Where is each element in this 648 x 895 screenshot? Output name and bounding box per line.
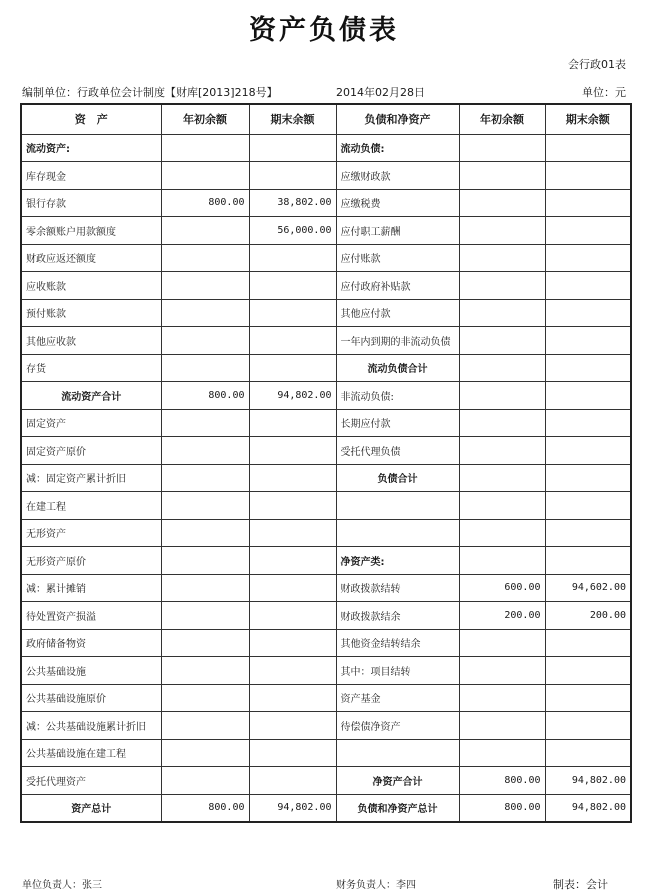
liability-opening-cell [459, 519, 545, 547]
liability-closing-cell [545, 492, 631, 520]
liability-closing-cell [545, 464, 631, 492]
liability-item-cell: 净资产类: [336, 547, 459, 575]
asset-opening-cell [161, 162, 249, 190]
table-row [21, 519, 631, 547]
liability-item-cell: 负债合计 [336, 464, 459, 492]
liability-closing-cell [545, 299, 631, 327]
liability-opening-cell [459, 739, 545, 767]
prepared-by: 制表：会计 [553, 878, 608, 891]
asset-item-cell: 公共基础设施原价 [21, 684, 161, 712]
asset-opening-cell [161, 437, 249, 465]
asset-closing-cell [249, 409, 336, 437]
asset-item-cell: 流动资产: [21, 134, 161, 162]
liability-closing-cell [545, 162, 631, 190]
liability-item-cell: 净资产合计 [336, 767, 459, 795]
liability-item-cell: 一年内到期的非流动负债 [336, 327, 459, 355]
reporting-entity: 编制单位：行政单位会计制度【财库[2013]218号】 [22, 86, 278, 99]
asset-item-cell: 零余额账户用款额度 [21, 217, 161, 245]
asset-opening-cell [161, 327, 249, 355]
asset-item-cell: 在建工程 [21, 492, 161, 520]
asset-item-cell: 减：公共基础设施累计折旧 [21, 712, 161, 740]
asset-closing-cell [249, 767, 336, 795]
liability-closing-cell [545, 382, 631, 410]
asset-item-cell: 政府储备物资 [21, 629, 161, 657]
asset-item-cell: 固定资产原价 [21, 437, 161, 465]
liability-item-cell: 待偿债净资产 [336, 712, 459, 740]
table-row [21, 629, 631, 657]
liability-opening-cell [459, 547, 545, 575]
liability-closing-cell [545, 547, 631, 575]
header-assets-closing: 期末余额 [249, 104, 336, 134]
liability-item-cell: 长期应付款 [336, 409, 459, 437]
table-row [21, 437, 631, 465]
table-row [21, 327, 631, 355]
asset-closing-cell [249, 684, 336, 712]
asset-opening-cell [161, 629, 249, 657]
asset-opening-cell [161, 712, 249, 740]
liability-item-cell: 其中：项目结转 [336, 657, 459, 685]
table-row [21, 162, 631, 190]
asset-opening-cell [161, 767, 249, 795]
liability-closing-cell [545, 712, 631, 740]
asset-opening-cell [161, 354, 249, 382]
asset-item-cell: 减：累计摊销 [21, 574, 161, 602]
asset-closing-cell [249, 299, 336, 327]
liability-closing-cell: 94,802.00 [545, 794, 631, 822]
liability-item-cell: 应付账款 [336, 244, 459, 272]
liability-item-cell: 应付政府补贴款 [336, 272, 459, 300]
liability-opening-cell [459, 299, 545, 327]
liability-opening-cell [459, 354, 545, 382]
asset-closing-cell [249, 602, 336, 630]
asset-closing-cell [249, 272, 336, 300]
report-date: 2014年02月28日 [336, 86, 425, 99]
table-row [21, 409, 631, 437]
liability-opening-cell [459, 629, 545, 657]
table-row [21, 134, 631, 162]
liability-item-cell: 其他资金结转结余 [336, 629, 459, 657]
asset-item-cell: 待处置资产损溢 [21, 602, 161, 630]
table-row [21, 492, 631, 520]
asset-opening-cell [161, 657, 249, 685]
asset-item-cell: 其他应收款 [21, 327, 161, 355]
table-row [21, 739, 631, 767]
balance-sheet-table [20, 103, 632, 823]
header-liabilities-equity: 负债和净资产 [336, 104, 459, 134]
asset-item-cell: 无形资产原价 [21, 547, 161, 575]
table-row [21, 767, 631, 795]
asset-item-cell: 库存现金 [21, 162, 161, 190]
liability-closing-cell [545, 217, 631, 245]
liability-closing-cell [545, 354, 631, 382]
liability-item-cell: 流动负债合计 [336, 354, 459, 382]
table-row [21, 574, 631, 602]
asset-closing-cell [249, 464, 336, 492]
table-row [21, 464, 631, 492]
liability-item-cell: 受托代理负债 [336, 437, 459, 465]
table-row [21, 382, 631, 410]
table-row [21, 189, 631, 217]
liability-opening-cell [459, 134, 545, 162]
liability-opening-cell [459, 684, 545, 712]
asset-opening-cell: 800.00 [161, 794, 249, 822]
asset-closing-cell [249, 547, 336, 575]
asset-opening-cell [161, 739, 249, 767]
asset-opening-cell [161, 217, 249, 245]
liability-opening-cell [459, 162, 545, 190]
asset-opening-cell [161, 684, 249, 712]
asset-item-cell: 银行存款 [21, 189, 161, 217]
liability-opening-cell: 600.00 [459, 574, 545, 602]
header-assets-opening: 年初余额 [161, 104, 249, 134]
finance-head-signature: 财务负责人：李四 [336, 880, 416, 891]
table-row [21, 272, 631, 300]
asset-item-cell: 流动资产合计 [21, 382, 161, 410]
table-row [21, 244, 631, 272]
asset-closing-cell [249, 657, 336, 685]
asset-closing-cell [249, 354, 336, 382]
asset-opening-cell [161, 602, 249, 630]
asset-item-cell: 应收账款 [21, 272, 161, 300]
unit-head-signature: 单位负责人：张三 [22, 880, 102, 891]
liability-item-cell: 应缴税费 [336, 189, 459, 217]
liability-opening-cell [459, 712, 545, 740]
liability-item-cell: 流动负债: [336, 134, 459, 162]
liability-item-cell: 负债和净资产总计 [336, 794, 459, 822]
liability-opening-cell [459, 327, 545, 355]
liability-closing-cell [545, 189, 631, 217]
asset-item-cell: 减：固定资产累计折旧 [21, 464, 161, 492]
table-row [21, 299, 631, 327]
liability-opening-cell [459, 464, 545, 492]
liability-closing-cell: 94,602.00 [545, 574, 631, 602]
table-header-row [21, 104, 631, 134]
table-row [21, 354, 631, 382]
asset-opening-cell [161, 464, 249, 492]
liability-closing-cell [545, 134, 631, 162]
liability-item-cell [336, 739, 459, 767]
asset-opening-cell [161, 574, 249, 602]
table-row [21, 712, 631, 740]
liability-closing-cell [545, 657, 631, 685]
asset-closing-cell: 94,802.00 [249, 794, 336, 822]
asset-closing-cell [249, 437, 336, 465]
header-liabilities-closing: 期末余额 [545, 104, 631, 134]
liability-opening-cell [459, 189, 545, 217]
liability-closing-cell [545, 629, 631, 657]
liability-closing-cell: 200.00 [545, 602, 631, 630]
liability-item-cell: 财政拨款结转 [336, 574, 459, 602]
asset-opening-cell [161, 272, 249, 300]
report-title: 资产负债表 [249, 15, 399, 46]
liability-opening-cell [459, 272, 545, 300]
liability-opening-cell [459, 657, 545, 685]
asset-opening-cell [161, 409, 249, 437]
liability-opening-cell [459, 437, 545, 465]
asset-opening-cell [161, 492, 249, 520]
liability-closing-cell [545, 739, 631, 767]
table-row [21, 217, 631, 245]
liability-opening-cell [459, 492, 545, 520]
liability-closing-cell [545, 409, 631, 437]
asset-closing-cell [249, 327, 336, 355]
asset-closing-cell [249, 739, 336, 767]
liability-item-cell: 应缴财政款 [336, 162, 459, 190]
asset-item-cell: 公共基础设施在建工程 [21, 739, 161, 767]
asset-item-cell: 存货 [21, 354, 161, 382]
asset-closing-cell [249, 244, 336, 272]
asset-item-cell: 受托代理资产 [21, 767, 161, 795]
liability-closing-cell [545, 244, 631, 272]
liability-item-cell: 非流动负债: [336, 382, 459, 410]
form-number: 会行政01表 [568, 58, 626, 71]
asset-opening-cell [161, 134, 249, 162]
asset-closing-cell: 94,802.00 [249, 382, 336, 410]
asset-closing-cell: 56,000.00 [249, 217, 336, 245]
asset-opening-cell [161, 299, 249, 327]
table-row [21, 794, 631, 822]
liability-opening-cell [459, 409, 545, 437]
liability-opening-cell: 800.00 [459, 794, 545, 822]
liability-opening-cell [459, 244, 545, 272]
liability-item-cell: 应付职工薪酬 [336, 217, 459, 245]
asset-item-cell: 预付账款 [21, 299, 161, 327]
liability-item-cell: 财政拨款结余 [336, 602, 459, 630]
liability-item-cell [336, 492, 459, 520]
asset-opening-cell: 800.00 [161, 382, 249, 410]
liability-item-cell [336, 519, 459, 547]
liability-closing-cell [545, 684, 631, 712]
liability-closing-cell [545, 327, 631, 355]
asset-item-cell: 无形资产 [21, 519, 161, 547]
table-row [21, 657, 631, 685]
asset-closing-cell [249, 162, 336, 190]
liability-opening-cell [459, 382, 545, 410]
asset-item-cell: 固定资产 [21, 409, 161, 437]
header-liabilities-opening: 年初余额 [459, 104, 545, 134]
asset-closing-cell [249, 134, 336, 162]
currency-unit: 单位：元 [582, 86, 626, 99]
asset-closing-cell [249, 712, 336, 740]
header-assets: 资 产 [21, 104, 161, 134]
liability-item-cell: 其他应付款 [336, 299, 459, 327]
liability-closing-cell [545, 519, 631, 547]
liability-opening-cell [459, 217, 545, 245]
asset-item-cell: 公共基础设施 [21, 657, 161, 685]
liability-opening-cell: 200.00 [459, 602, 545, 630]
asset-closing-cell [249, 519, 336, 547]
asset-item-cell: 财政应返还额度 [21, 244, 161, 272]
liability-closing-cell [545, 437, 631, 465]
table-row [21, 602, 631, 630]
table-row [21, 684, 631, 712]
asset-closing-cell [249, 629, 336, 657]
liability-closing-cell [545, 272, 631, 300]
asset-closing-cell [249, 574, 336, 602]
asset-closing-cell: 38,802.00 [249, 189, 336, 217]
asset-opening-cell: 800.00 [161, 189, 249, 217]
liability-item-cell: 资产基金 [336, 684, 459, 712]
table-row [21, 547, 631, 575]
asset-opening-cell [161, 244, 249, 272]
liability-closing-cell: 94,802.00 [545, 767, 631, 795]
liability-opening-cell: 800.00 [459, 767, 545, 795]
asset-opening-cell [161, 519, 249, 547]
asset-closing-cell [249, 492, 336, 520]
asset-opening-cell [161, 547, 249, 575]
asset-item-cell: 资产总计 [21, 794, 161, 822]
